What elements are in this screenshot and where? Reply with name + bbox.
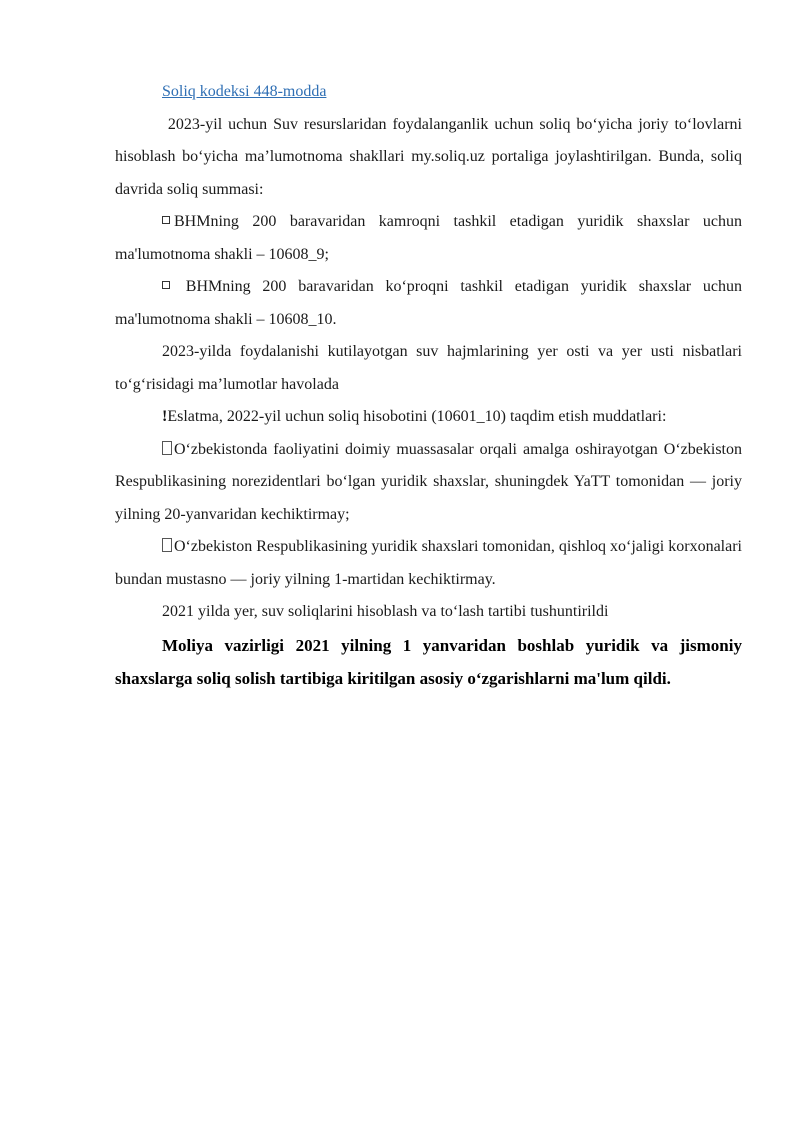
deadline-text-1: O‘zbekistonda faoliyatini doimiy muassasalar orqali amalga oshirayotgan O‘zbekiston Respublikasining norezidentlari bo‘lgan yuridik shaxslar, shuningdek YaTT tomonidan — joriy yilning 20-yanvaridan kechiktirmay; bbox=[115, 440, 742, 523]
paragraph-ratios bbox=[115, 336, 742, 401]
deadline-item-1 bbox=[115, 434, 742, 532]
document-body bbox=[115, 76, 742, 695]
missing-glyph-icon bbox=[162, 538, 172, 552]
paragraph-2021 bbox=[115, 596, 742, 629]
bullet-item-2 bbox=[115, 271, 742, 336]
deadline-item-2 bbox=[115, 531, 742, 596]
missing-glyph-icon bbox=[162, 441, 172, 455]
paragraph-intro bbox=[115, 109, 742, 207]
square-bullet-icon bbox=[162, 281, 170, 289]
exclamation-icon: ! bbox=[162, 408, 168, 425]
paragraph-2021-text: 2021 yilda yer, suv soliqlarini hisoblash va to‘lash tartibi tushuntirildi bbox=[162, 603, 609, 620]
intro-text: 2023-yil uchun Suv resurslaridan foydalanganlik uchun soliq bo‘yicha joriy to‘lovlarni hisoblash bo‘yicha ma’lumotnoma shakllari my.soliq.uz portaliga joylashtirilgan. Bunda, soliq davrida soliq summasi: bbox=[115, 115, 742, 198]
paragraph-link bbox=[115, 76, 742, 109]
paragraph-ministry bbox=[115, 629, 742, 695]
paragraph-note bbox=[115, 401, 742, 434]
bullet-text-1: BHMning 200 baravaridan kamroqni tashkil etadigan yuridik shaxslar uchun ma'lumotnoma shakli – 10608_9; bbox=[115, 213, 742, 263]
bullet-item-1 bbox=[115, 206, 742, 271]
square-bullet-icon bbox=[162, 216, 170, 224]
ratios-text: 2023-yilda foydalanishi kutilayotgan suv hajmlarining yer osti va yer usti nisbatlari to‘g‘risidagi ma’lumotlar havolada bbox=[115, 343, 742, 393]
bullet-text-2: BHMning 200 baravaridan ko‘proqni tashkil etadigan yuridik shaxslar uchun ma'lumotnoma shakli – 10608_10. bbox=[115, 278, 742, 328]
ministry-text: Moliya vazirligi 2021 yilning 1 yanvaridan boshlab yuridik va jismoniy shaxslarga soliq solish tartibiga kiritilgan asosiy o‘zgarishlarni ma'lum qildi. bbox=[115, 635, 742, 688]
note-text: Eslatma, 2022-yil uchun soliq hisobotini (10601_10) taqdim etish muddatlari: bbox=[167, 408, 667, 425]
tax-code-link[interactable]: Soliq kodeksi 448-modda bbox=[162, 83, 327, 100]
deadline-text-2: O‘zbekiston Respublikasining yuridik shaxslari tomonidan, qishloq xo‘jaligi korxonalari bundan mustasno — joriy yilning 1-martidan kechiktirmay. bbox=[115, 538, 742, 588]
